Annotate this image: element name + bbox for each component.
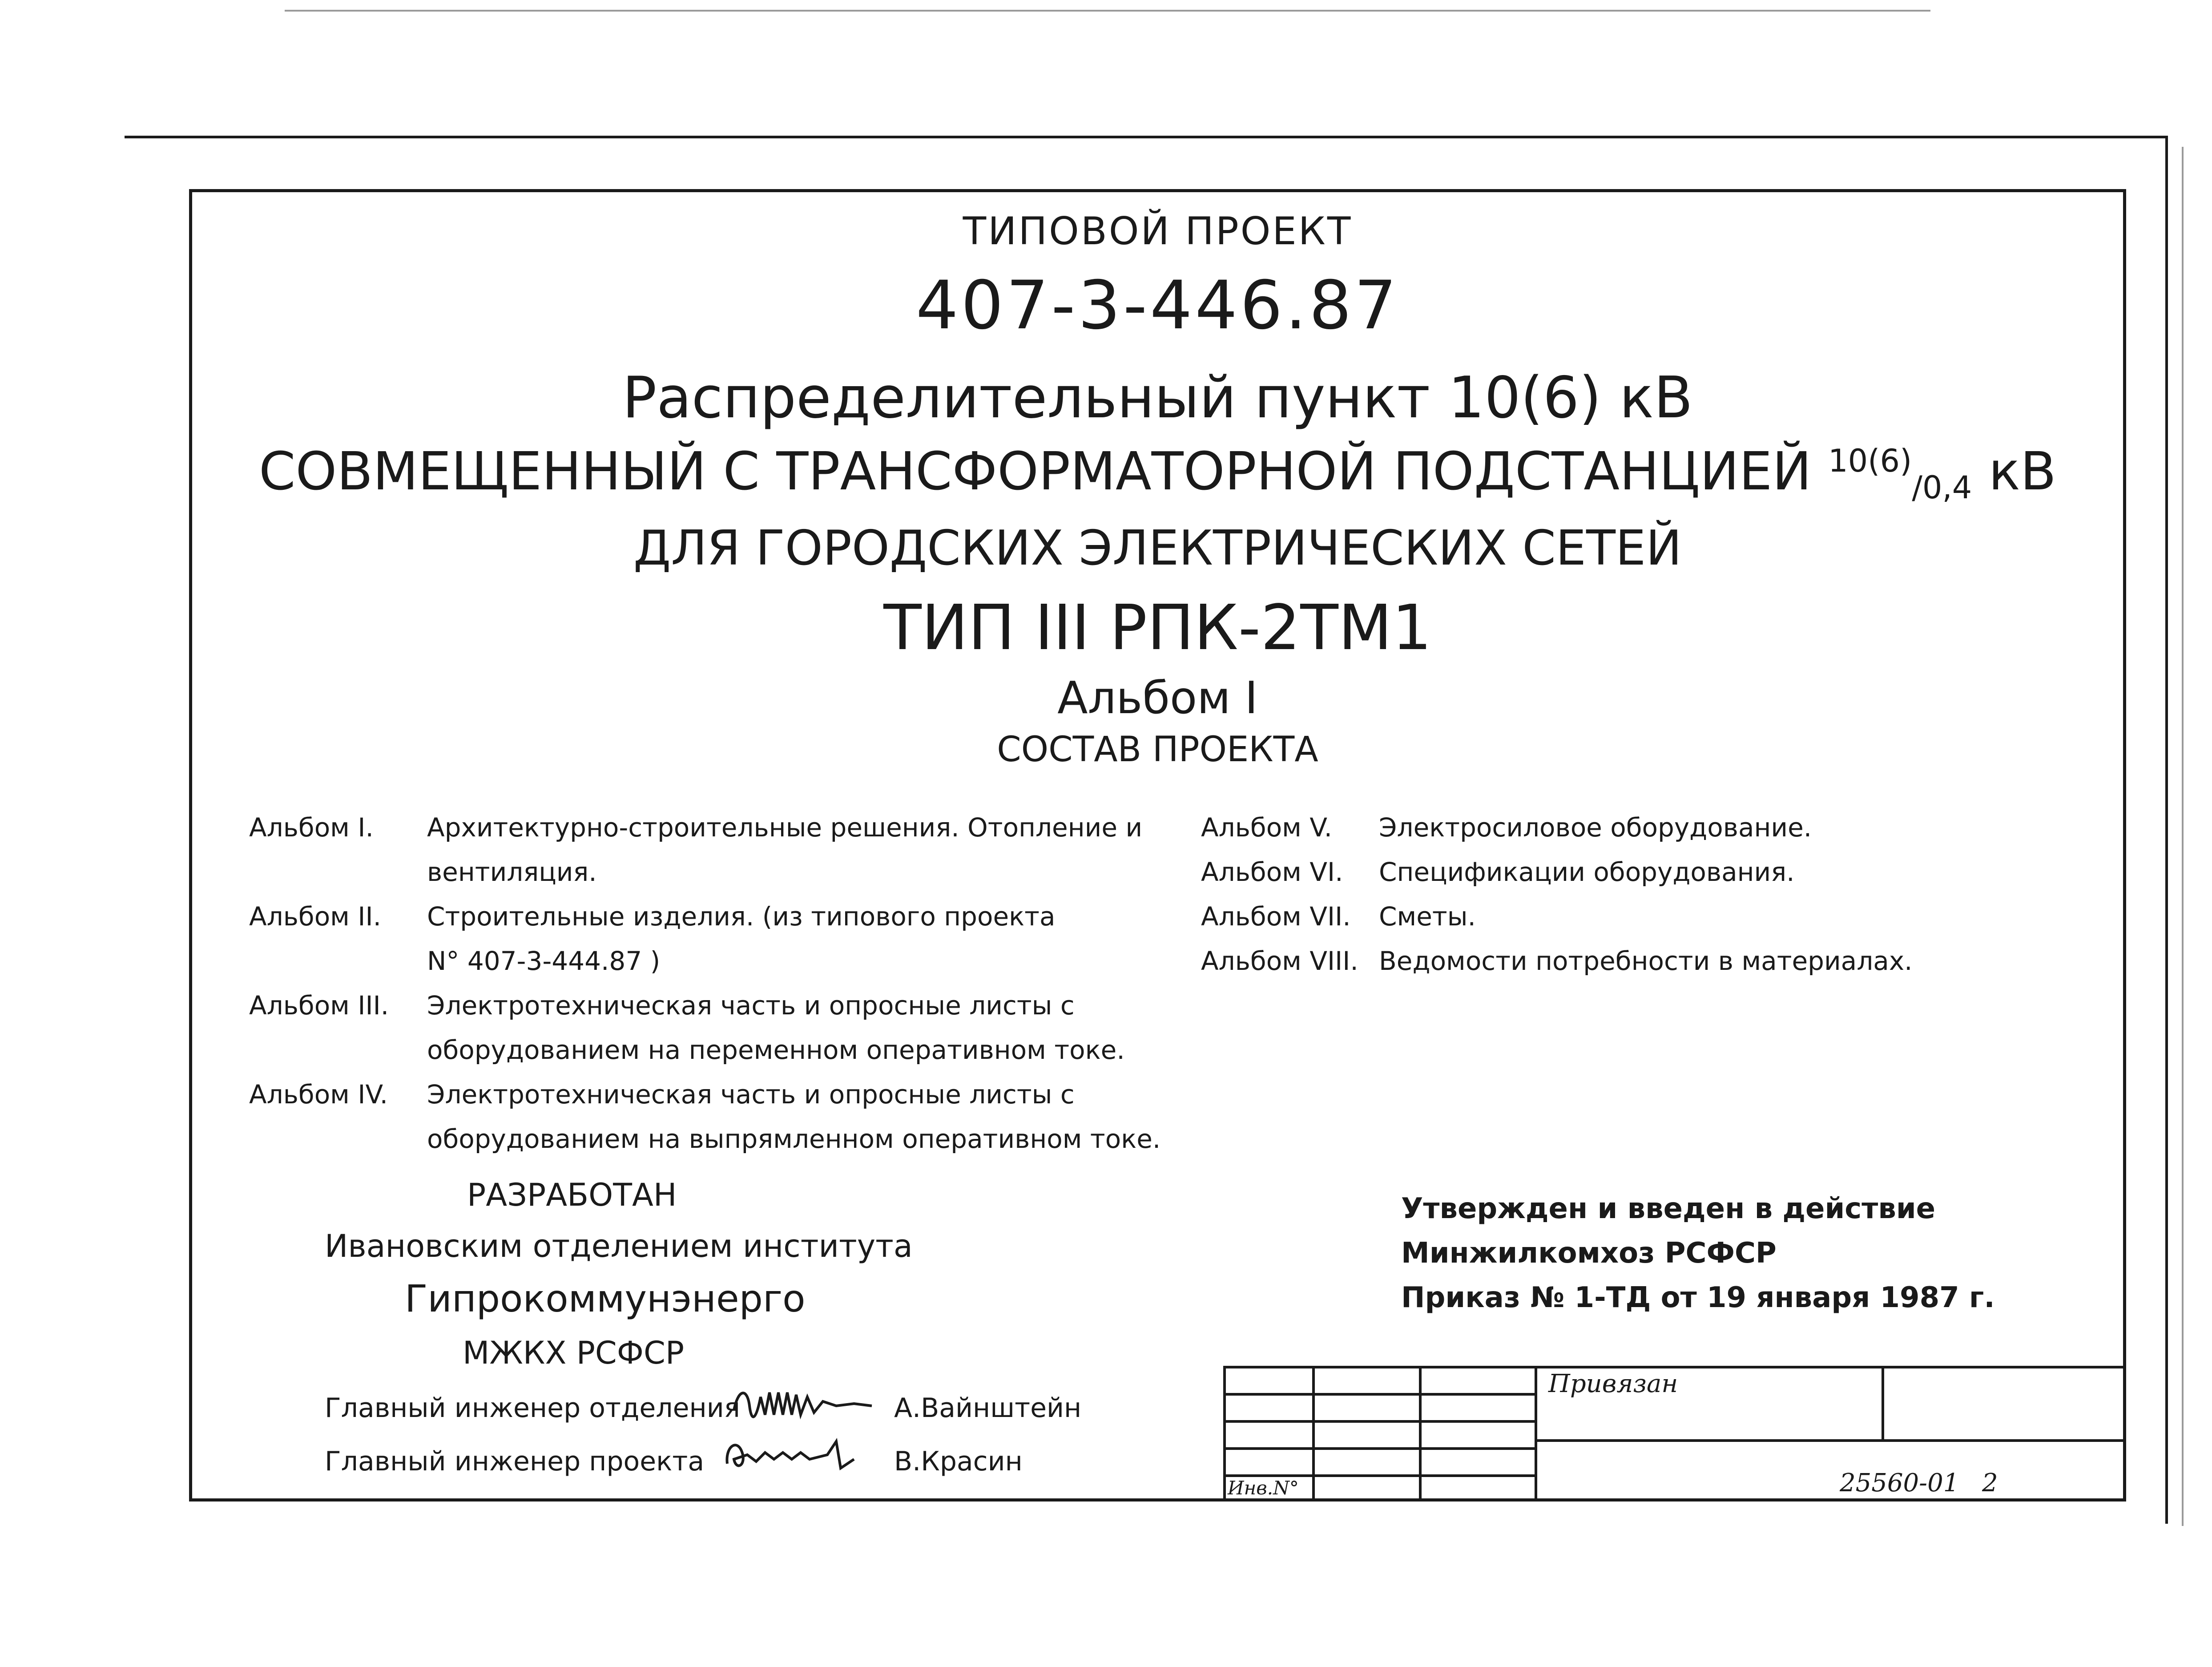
- album-item: [1201, 894, 1913, 939]
- developer-ministry: МЖКХ РСФСР: [463, 1335, 685, 1371]
- album-text: Ведомости потребности в материалах.: [1379, 946, 1913, 976]
- document-type: ТИПОВОЙ ПРОЕКТ: [963, 209, 1353, 254]
- stamp-right-cell: [1882, 1366, 2126, 1439]
- stamp-cell: [1312, 1366, 1419, 1393]
- stamp-cell: [1419, 1447, 1535, 1474]
- outer-border-top: [125, 136, 2166, 138]
- stamp-cell: [1419, 1393, 1535, 1420]
- stamp-cell: [1223, 1393, 1312, 1420]
- document-code: 25560-01: [1840, 1469, 1959, 1497]
- stamp-cell: [1312, 1447, 1419, 1474]
- handwritten-signature-1: [729, 1379, 876, 1428]
- stamp-cell: [1312, 1420, 1419, 1447]
- handwritten-signature-2: [721, 1428, 867, 1477]
- albums-right-list: [1201, 805, 1913, 983]
- signature-name-2: В.Красин: [894, 1446, 1023, 1477]
- stamp-cell: [1419, 1420, 1535, 1447]
- title-line-2: [189, 440, 2126, 506]
- stamp-code-cell: [1535, 1439, 2126, 1502]
- sheet-number: 2: [1982, 1469, 1998, 1497]
- bound-label: Привязан: [1548, 1369, 1678, 1398]
- signature-role-2: Главный инженер проекта: [325, 1446, 705, 1477]
- album-item: [249, 805, 1160, 894]
- stamp-cell: [1223, 1420, 1312, 1447]
- album-text: Спецификации оборудования.: [1379, 857, 1795, 887]
- album-text: Строительные изделия. (из типового проекта: [427, 901, 1056, 932]
- project-number: 407-3-446.87: [916, 267, 1399, 344]
- album-number: Альбом IV.: [249, 1079, 388, 1110]
- album-text-cont: N° 407-3-444.87 ): [427, 946, 661, 976]
- right-perforation-line: [2182, 147, 2184, 1526]
- album-number: Альбом V.: [1201, 812, 1333, 843]
- stamp-cell: [1419, 1474, 1535, 1502]
- album-item: [249, 1072, 1160, 1161]
- voltage-denominator: /0,4: [1912, 469, 1972, 506]
- stamp-cell: [1223, 1366, 1312, 1393]
- album-item: [1201, 805, 1913, 850]
- signature-name-1: А.Вайнштейн: [894, 1393, 1082, 1424]
- album-text: Электротехническая часть и опросные листы с: [427, 990, 1075, 1021]
- substation-type: ТИП III РПК-2ТМ1: [883, 592, 1432, 664]
- stamp-table: [1223, 1366, 2126, 1502]
- album-number: Альбом VI.: [1201, 857, 1343, 887]
- outer-border-right: [2165, 136, 2168, 1524]
- album-text-cont: вентиляция.: [427, 857, 597, 887]
- approval-line-3: Приказ № 1-ТД от 19 января 1987 г.: [1401, 1281, 1995, 1314]
- stamp-cell: [1419, 1366, 1535, 1393]
- album-item: [249, 983, 1160, 1072]
- inventory-label: Инв.N°: [1228, 1477, 1299, 1499]
- approval-line-2: Минжилкомхоз РСФСР: [1401, 1237, 1777, 1270]
- album-text: Архитектурно-строительные решения. Отопление и: [427, 812, 1143, 843]
- album-number: Альбом II.: [249, 901, 382, 932]
- album-text: Электротехническая часть и опросные листы с: [427, 1079, 1075, 1110]
- developer-institute: Гипрокоммунэнерго: [405, 1277, 806, 1320]
- album-text-cont: оборудованием на переменном оперативном токе.: [427, 1035, 1125, 1065]
- album-item: [249, 894, 1160, 983]
- title-line-3: ДЛЯ ГОРОДСКИХ ЭЛЕКТРИЧЕСКИХ СЕТЕЙ: [633, 521, 1682, 576]
- album-number: Альбом I.: [249, 812, 374, 843]
- developer-label: РАЗРАБОТАН: [467, 1177, 677, 1213]
- album-item: [1201, 850, 1913, 894]
- voltage-numerator: 10(6): [1828, 443, 1912, 479]
- album-number: Альбом VIII.: [1201, 946, 1358, 976]
- title-line-1: Распределительный пункт 10(6) кВ: [622, 365, 1693, 431]
- top-edge-line: [285, 10, 1930, 12]
- composition-heading: СОСТАВ ПРОЕКТА: [997, 730, 1318, 770]
- signature-role-1: Главный инженер отделения: [325, 1393, 740, 1424]
- voltage-unit: кВ: [1988, 440, 2057, 502]
- stamp-cell: [1312, 1393, 1419, 1420]
- current-album: Альбом I: [1057, 672, 1258, 724]
- developer-line-1: Ивановским отделением института: [325, 1228, 913, 1264]
- album-number: Альбом III.: [249, 990, 389, 1021]
- album-text-cont: оборудованием на выпрямленном оперативном токе.: [427, 1124, 1161, 1154]
- stamp-cell: [1223, 1447, 1312, 1474]
- approval-line-1: Утвержден и введен в действие: [1401, 1192, 1936, 1225]
- album-number: Альбом VII.: [1201, 901, 1351, 932]
- stamp-cell: [1312, 1474, 1419, 1502]
- stamp-bound-cell: [1535, 1366, 1882, 1439]
- album-text: Электросиловое оборудование.: [1379, 812, 1812, 843]
- album-text: Сметы.: [1379, 901, 1476, 932]
- title-line-2-text: СОВМЕЩЕННЫЙ С ТРАНСФОРМАТОРНОЙ ПОДСТАНЦИЕЙ: [258, 440, 1812, 502]
- album-item: [1201, 939, 1913, 983]
- albums-left-list: [249, 805, 1160, 1161]
